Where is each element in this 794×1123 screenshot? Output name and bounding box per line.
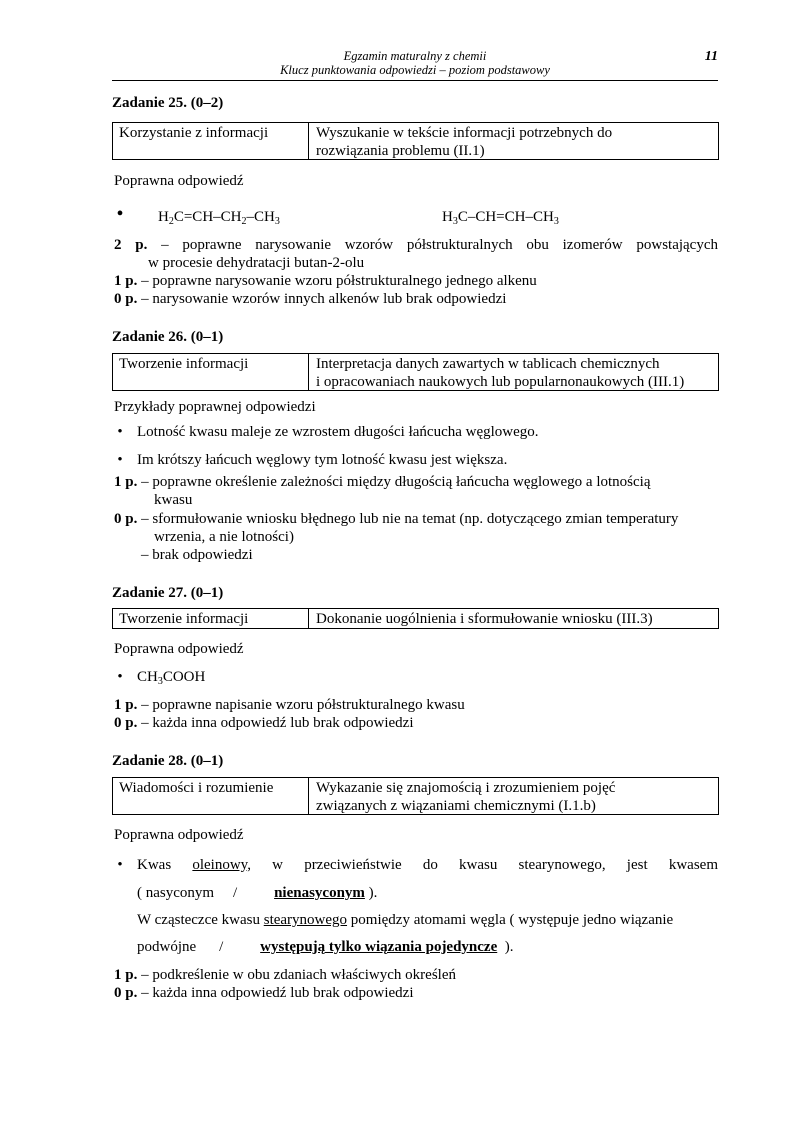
task-26-table xyxy=(112,353,719,391)
task-26-example-1: Lotność kwasu maleje ze wzrostem długości łańcucha węglowego. xyxy=(137,424,539,440)
task-27-requirement: Dokonanie uogólnienia i sformułowanie wniosku (III.3) xyxy=(316,611,653,627)
task-28-answer-label: Poprawna odpowiedź xyxy=(114,827,244,843)
task-28-sentence-2: W cząsteczce kwasu stearynowego pomiędzy atomami węgla ( występuje jedno wiązanie xyxy=(137,912,674,928)
task-27-score-0: 0 p. – każda inna odpowiedź lub brak odpowiedzi xyxy=(114,715,414,731)
task-28-score-1: 1 p. – podkreślenie w obu zdaniach właściwych określeń xyxy=(114,967,456,983)
task-28-score-0: 0 p. – każda inna odpowiedź lub brak odpowiedzi xyxy=(114,985,414,1001)
task-25-formula-but-1-ene: $H_2C=CH-CH_2-CH_3$ xyxy=(158,209,280,227)
task-26-example-2: Im krótszy łańcuch węglowy tym lotność kwasu jest większa. xyxy=(137,452,508,468)
task-26-answer-label: Przykłady poprawnej odpowiedzi xyxy=(114,399,316,415)
task-26-requirement xyxy=(309,354,718,390)
bullet-icon: • xyxy=(117,424,123,440)
task-27-answer-label: Poprawna odpowiedź xyxy=(114,641,244,657)
task-27-category: Tworzenie informacji xyxy=(113,609,309,628)
task-25-score-1: 1 p. – poprawne narysowanie wzoru półstrukturalnego jednego alkenu xyxy=(114,273,537,289)
task-27-title: Zadanie 27. (0–1) xyxy=(112,585,224,601)
task-25-requirement-line2: rozwiązania problemu (II.1) xyxy=(316,143,485,159)
underlined-oleic: oleinowy, xyxy=(192,857,251,873)
task-26-category: Tworzenie informacji xyxy=(113,354,309,390)
task-25-category: Korzystanie z informacji xyxy=(113,123,309,159)
task-28-title: Zadanie 28. (0–1) xyxy=(112,753,224,769)
task-25-score-2: 2 p. – poprawne narysowanie wzorów półstrukturalnych obu izomerów powstających w procesie dehydratacji butan-2-olu xyxy=(114,237,719,271)
task-28-sentence-1-choice: ( nasyconym / nienasyconym ). xyxy=(137,885,378,901)
header-exam-title: Egzamin maturalny z chemii xyxy=(343,49,487,63)
task-28-table xyxy=(112,777,719,815)
underlined-stearic: stearynowego xyxy=(263,912,348,928)
task-26-score-0: 0 p. – sformułowanie wniosku błędnego lub nie na temat (np. dotyczącego zmian temperatury wrzenia, a nie lotności) – brak odpowiedzi xyxy=(114,511,679,563)
task-25-requirement xyxy=(309,123,718,159)
task-26-requirement-line1: Interpretacja danych zawartych w tablicach chemicznych xyxy=(316,356,660,372)
task-26-requirement-line2: i opracowaniach naukowych lub popularnonaukowych (III.1) xyxy=(316,374,685,390)
task-25-answer-label: Poprawna odpowiedź xyxy=(114,173,244,189)
task-25-score-0: 0 p. – narysowanie wzorów innych alkenów lub brak odpowiedzi xyxy=(114,291,507,307)
task-28-sentence-1: Kwas oleinowy, w przeciwieństwie do kwasu stearynowego, jest kwasem xyxy=(137,857,718,873)
task-25-title: Zadanie 25. (0–2) xyxy=(112,95,224,111)
page-header xyxy=(112,46,718,81)
task-25-formula-but-2-ene: $H_3C-CH=CH-CH_3$ xyxy=(442,209,559,227)
task-26-title: Zadanie 26. (0–1) xyxy=(112,329,224,345)
task-28-requirement xyxy=(309,778,718,814)
task-28-requirement-line2: związanych z wiązaniami chemicznymi (I.1.b) xyxy=(316,798,596,814)
task-27-table xyxy=(112,608,719,629)
task-27-score-1: 1 p. – poprawne napisanie wzoru półstrukturalnego kwasu xyxy=(114,697,465,713)
underlined-single-bonds: występują tylko wiązania pojedyncze xyxy=(260,939,498,955)
task-27-formula-acetic-acid: $CH_3COOH$ xyxy=(137,669,206,687)
bullet-icon: • xyxy=(117,669,123,685)
page-number: 11 xyxy=(704,49,718,64)
task-25-requirement-line1: Wyszukanie w tekście informacji potrzebnych do xyxy=(316,125,613,141)
underlined-unsaturated: nienasyconym xyxy=(274,885,365,901)
bullet-icon: • xyxy=(117,452,123,468)
task-28-sentence-2-choice: podwójne / występują tylko wiązania pojedyncze ). xyxy=(137,939,514,955)
bullet-icon: • xyxy=(116,203,124,225)
bullet-icon: • xyxy=(117,857,123,873)
task-28-category: Wiadomości i rozumienie xyxy=(113,778,309,814)
header-subtitle: Klucz punktowania odpowiedzi – poziom podstawowy xyxy=(280,63,550,77)
task-28-requirement-line1: Wykazanie się znajomością i zrozumieniem pojęć xyxy=(316,780,616,796)
task-26-score-1: 1 p. – poprawne określenie zależności między długością łańcucha węglowego a lotnością kwasu xyxy=(114,474,651,508)
task-25-table xyxy=(112,122,719,160)
